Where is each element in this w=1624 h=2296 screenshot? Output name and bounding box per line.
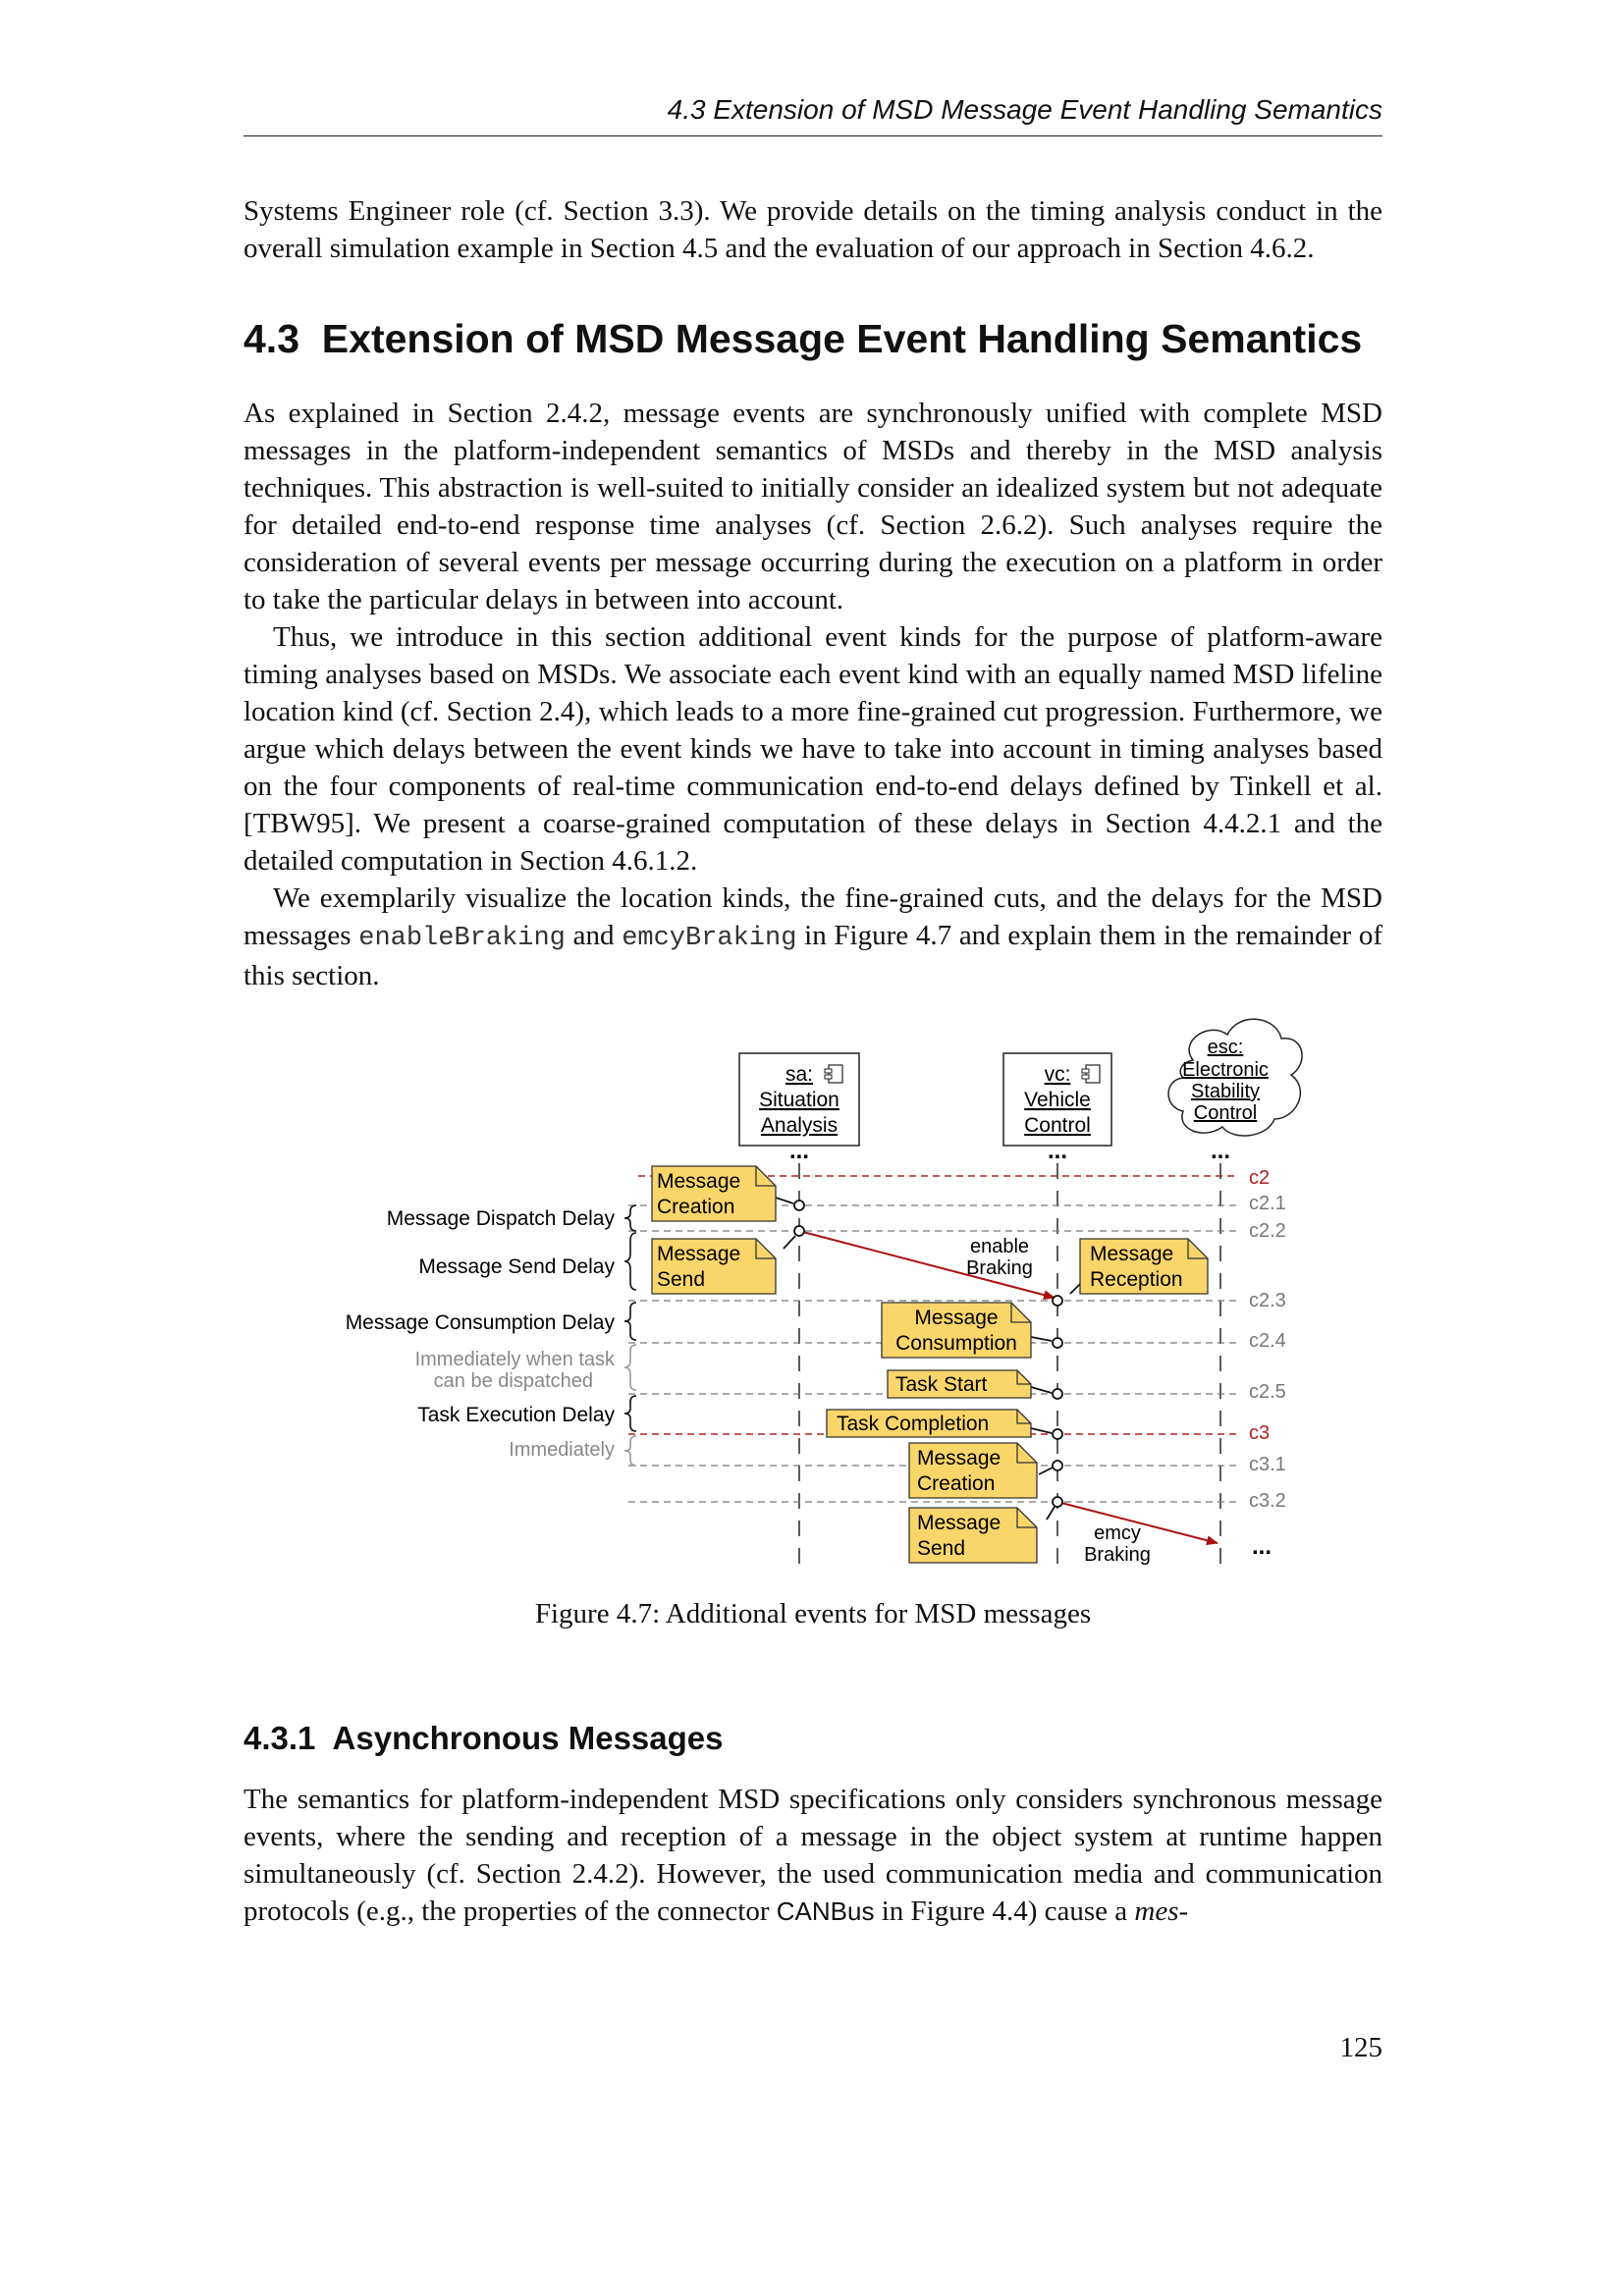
lifeline-esc-line3: Control (1193, 1102, 1258, 1124)
svg-text:Send: Send (917, 1537, 966, 1560)
delay-braces (624, 1205, 636, 1466)
ellipsis-esc: ... (1210, 1138, 1231, 1164)
location-vc-c3-1 (1053, 1461, 1062, 1470)
lifeline-esc-line2: Stability (1190, 1081, 1261, 1102)
location-vc-c3 (1053, 1429, 1062, 1439)
note-message-creation-1 (652, 1166, 776, 1221)
header-rule (244, 135, 1382, 136)
location-vc-c2-4 (1053, 1338, 1062, 1348)
lifeline-sa-name: sa: (785, 1063, 814, 1086)
lifeline-vc-line1: Vehicle (1024, 1089, 1091, 1111)
ellipsis-sa: ... (788, 1138, 810, 1164)
note-message-creation-2 (909, 1443, 1037, 1498)
p3-text-b: and (565, 920, 623, 951)
ellipsis-end: ... (1251, 1533, 1272, 1560)
note-message-reception (1080, 1239, 1208, 1294)
svg-text:Consumption: Consumption (895, 1332, 1017, 1355)
lifeline-vc (1003, 1053, 1111, 1146)
section-paragraph-2: Thus, we introduce in this section additional event kinds for the purpose of platform-aware timing analyses based on MSDs. We associate each event kind with an equally named MSD lifeline location kind (cf. Section 2.4), which leads to a more fine-grained cut progression. Furthermore, we argue which delays between the event kinds we have to take into account in timing analyses based on the four components of real-time communication end-to-end delays defined by Tinkell et al. [TBW95]. We present a coarse-grained computation of these delays in Section 4.4.2.1 and the detailed computation in Section 4.6.1.2. (244, 621, 1382, 877)
note-message-send-1 (652, 1239, 776, 1294)
lifeline-esc-line1: Electronic (1182, 1059, 1269, 1081)
delay-immediately: Immediately (509, 1439, 615, 1461)
code-emcy-braking: emcyBraking (622, 924, 797, 953)
svg-text:Message: Message (917, 1512, 1001, 1534)
ellipsis-vc: ... (1047, 1138, 1068, 1164)
subsection-paragraph (244, 1781, 1382, 1930)
svg-text:Task Completion: Task Completion (837, 1413, 990, 1435)
svg-text:Creation: Creation (657, 1196, 735, 1218)
lifeline-vc-name: vc: (1044, 1063, 1071, 1086)
delay-send: Message Send Delay (418, 1255, 615, 1278)
svg-text:Message: Message (1090, 1243, 1174, 1265)
cut-label-c2-1: c2.1 (1249, 1193, 1286, 1214)
svg-text:Message: Message (657, 1243, 741, 1265)
p3-text-c: in Figure 4.7 and explain them in the remainder of this section. (244, 920, 1382, 991)
message-label-emcy-2: Braking (1084, 1544, 1151, 1566)
cut-label-c2-4: c2.4 (1249, 1330, 1286, 1352)
delay-when-task-2: can be dispatched (433, 1370, 593, 1392)
lifeline-esc (1168, 1019, 1302, 1136)
svg-text:Message: Message (657, 1170, 741, 1193)
location-vc-c2-3 (1053, 1296, 1062, 1306)
delay-dispatch: Message Dispatch Delay (386, 1207, 615, 1230)
intro-text: Systems Engineer role (cf. Section 3.3). We provide details on the timing analysis conduct in the overall simulation example in Section 4.5 and the evaluation of our approach in Section 4.6.2. (244, 195, 1382, 264)
cut-label-c2-2: c2.2 (1249, 1220, 1286, 1242)
svg-text:Message: Message (917, 1447, 1001, 1469)
intro-paragraph (244, 192, 1382, 267)
section-heading (244, 316, 1362, 362)
section-number: 4.3 (244, 316, 299, 361)
delay-consumption: Message Consumption Delay (345, 1311, 615, 1334)
figure-caption: Figure 4.7: Additional events for MSD messages (534, 1598, 1092, 1629)
delay-execution: Task Execution Delay (417, 1404, 615, 1426)
message-label-emcy-1: emcy (1094, 1522, 1141, 1544)
page-number: 125 (1339, 2032, 1382, 2063)
location-sa-c2-2 (794, 1226, 804, 1236)
cut-label-c3: c3 (1249, 1422, 1271, 1444)
svg-text:Creation: Creation (917, 1472, 996, 1495)
p3-text-a: We exemplarily visualize the location kinds, the fine-grained cuts, and the delays for the MSD messages (244, 882, 1382, 951)
lifeline-esc-name: esc: (1207, 1037, 1244, 1058)
subsection-title: Asynchronous Messages (332, 1720, 724, 1756)
lifeline-sa (739, 1053, 859, 1146)
svg-text:Send: Send (657, 1268, 706, 1291)
cut-label-c2-3: c2.3 (1249, 1290, 1286, 1311)
running-header: 4.3 Extension of MSD Message Event Handling Semantics (667, 94, 1382, 125)
cut-label-c3-2: c3.2 (1249, 1490, 1286, 1512)
lifeline-sa-line1: Situation (759, 1089, 839, 1111)
sub-text-italic: mes- (1134, 1896, 1189, 1927)
note-message-consumption (882, 1303, 1031, 1358)
svg-text:Reception: Reception (1090, 1268, 1183, 1291)
cut-label-c2: c2 (1249, 1167, 1271, 1189)
message-label-enable-1: enable (969, 1236, 1030, 1257)
cut-label-c3-1: c3.1 (1249, 1454, 1286, 1475)
section-paragraph-1: As explained in Section 2.4.2, message events are synchronously unified with complete MSD messages in the platform-independent semantics of MSDs and thereby in the MSD analysis techniques. This abstraction is well-suited to initially consider an idealized system but not adequate for detailed end-to-end response time analyses (cf. Section 2.6.2). Such analyses require the consideration of several events per message occurring during the execution on a platform in order to take the particular delays in between into account. (244, 398, 1382, 615)
sub-text-b: in Figure 4.4) cause a (874, 1896, 1135, 1927)
location-sa-c2-1 (794, 1201, 804, 1210)
svg-text:Task Start: Task Start (895, 1373, 988, 1396)
location-vc-c2-5 (1053, 1389, 1062, 1399)
svg-text:Message: Message (914, 1307, 999, 1329)
section-title: Extension of MSD Message Event Handling Semantics (321, 316, 1363, 361)
figure-msd-events (314, 1006, 1316, 1575)
lifeline-vc-line2: Control (1024, 1114, 1091, 1137)
subsection-heading (244, 1720, 724, 1757)
delay-when-task-1: Immediately when task (414, 1349, 615, 1370)
lifeline-sa-line2: Analysis (760, 1114, 839, 1137)
message-label-enable-2: Braking (966, 1257, 1033, 1279)
sub-text-a: The semantics for platform-independent MSD specifications only considers synchronous message events, where the sending and reception of a message in the object system at runtime happen simultaneously (cf. Section 2.4.2). However, the used communication media and communication protocols (e.g., the properties of the connector (244, 1784, 1382, 1927)
note-task-start (888, 1370, 1031, 1398)
note-message-send-2 (909, 1508, 1037, 1563)
code-canbus: CANBus (776, 1896, 875, 1926)
note-task-completion (827, 1410, 1031, 1437)
section-body (244, 395, 1382, 994)
cut-label-c2-5: c2.5 (1249, 1381, 1286, 1403)
subsection-number: 4.3.1 (244, 1720, 316, 1756)
section-paragraph-3 (244, 880, 1382, 994)
location-vc-c3-2 (1053, 1497, 1062, 1507)
subsection-body (244, 1781, 1382, 1930)
delay-labels (346, 1207, 616, 1461)
code-enable-braking: enableBraking (358, 924, 566, 953)
